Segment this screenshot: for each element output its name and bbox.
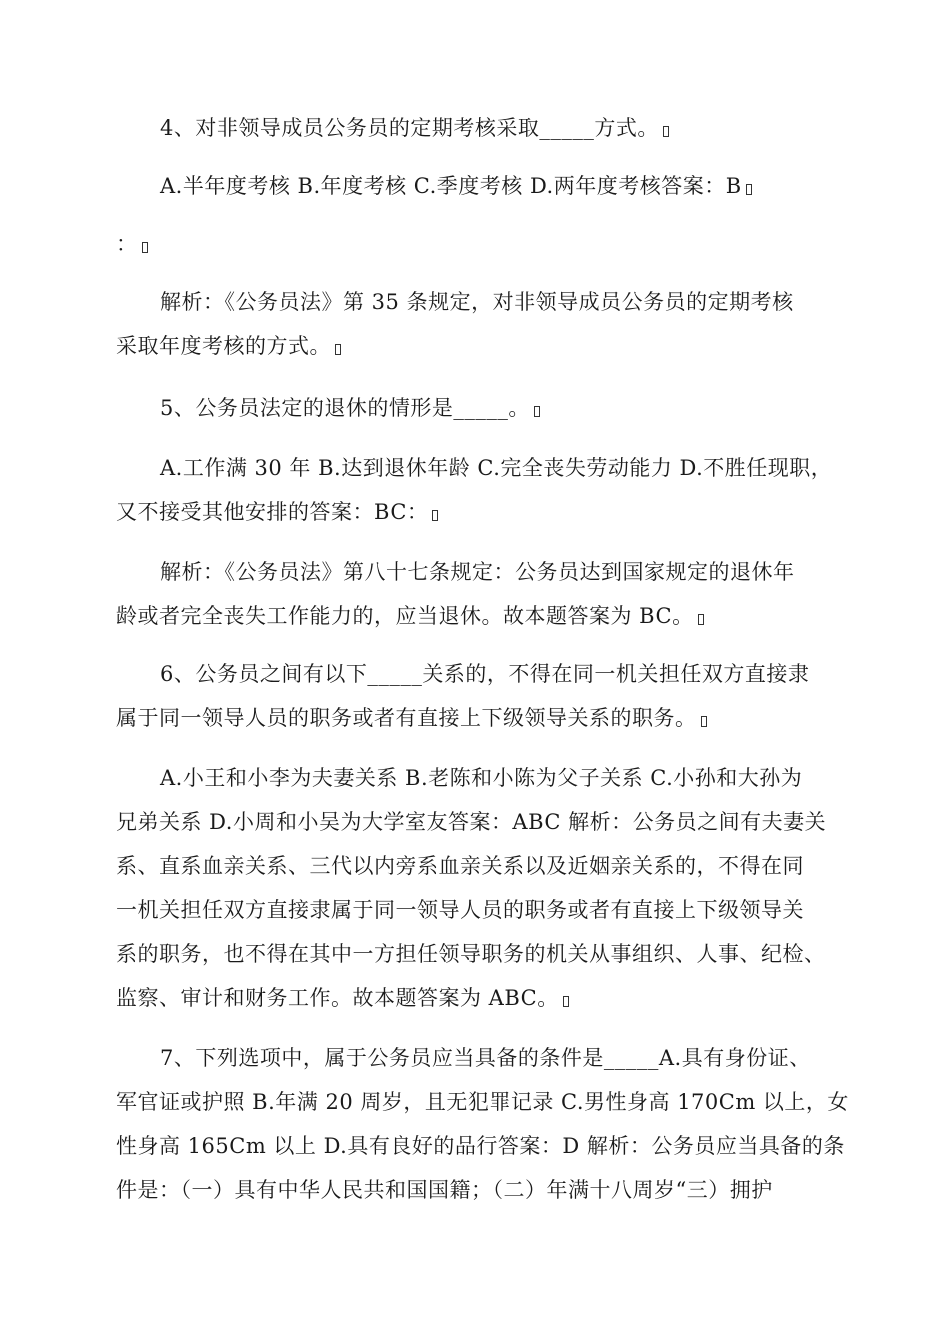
question-6-analysis-line-3: 系的职务，也不得在其中一方担任领导职务的机关从事组织、人事、纪检、 bbox=[116, 942, 826, 966]
question-7-line-2: 军官证或护照 B.年满 20 周岁，且无犯罪记录 C.男性身高 170Cm 以上，女 bbox=[116, 1090, 849, 1114]
question-5-options-line-1: A.工作满 30 年 B.达到退休年龄 C.完全丧失劳动能力 D.不胜任现职， bbox=[160, 456, 833, 480]
paragraph-mark-icon bbox=[534, 406, 540, 417]
question-6-stem-line-2: 属于同一领导人员的职务或者有直接上下级领导关系的职务。 bbox=[116, 708, 707, 729]
question-7-line-4: 件是：（一）具有中华人民共和国国籍；（二）年满十八周岁“三）拥护 bbox=[116, 1178, 773, 1202]
question-6-stem-line-1: 6、公务员之间有以下_____关系的，不得在同一机关担任双方直接隶 bbox=[160, 662, 810, 686]
question-4-analysis-line-1: 解析：《公务员法》第 35 条规定，对非领导成员公务员的定期考核 bbox=[160, 290, 794, 314]
question-6-options-line-1: A.小王和小李为夫妻关系 B.老陈和小陈为父子关系 C.小孙和大孙为 bbox=[160, 766, 803, 790]
question-6-analysis-line-2: 一机关担任双方直接隶属于同一领导人员的职务或者有直接上下级领导关 bbox=[116, 898, 804, 922]
paragraph-mark-icon bbox=[432, 510, 438, 521]
question-6-analysis-line-1: 系、直系血亲关系、三代以内旁系血亲关系以及近姻亲关系的，不得在同 bbox=[116, 854, 804, 878]
question-4-options: A.半年度考核 B.年度考核 C.季度考核 D.两年度考核答案：B bbox=[160, 176, 752, 197]
paragraph-mark-icon bbox=[142, 242, 148, 253]
paragraph-mark-icon bbox=[701, 716, 707, 727]
paragraph-mark-icon bbox=[698, 614, 704, 625]
question-6-options-line-2: 兄弟关系 D.小周和小吴为大学室友答案：ABC 解析：公务员之间有夫妻关 bbox=[116, 810, 827, 834]
question-5-analysis-line-2: 龄或者完全丧失工作能力的，应当退休。故本题答案为 BC。 bbox=[116, 606, 704, 627]
paragraph-mark-icon bbox=[563, 996, 569, 1007]
question-4-stem: 4、对非领导成员公务员的定期考核采取_____方式。 bbox=[160, 118, 669, 139]
question-7-line-3: 性身高 165Cm 以上 D.具有良好的品行答案：D 解析：公务员应当具备的条 bbox=[116, 1134, 845, 1158]
question-5-analysis-line-1: 解析：《公务员法》第八十七条规定：公务员达到国家规定的退休年 bbox=[160, 560, 795, 584]
question-4-analysis-line-2: 采取年度考核的方式。 bbox=[116, 336, 341, 357]
question-5-stem: 5、公务员法定的退休的情形是_____。 bbox=[160, 398, 540, 419]
paragraph-mark-icon bbox=[335, 344, 341, 355]
paragraph-mark-icon bbox=[663, 126, 669, 137]
question-4-colon: ： bbox=[116, 234, 148, 255]
question-6-analysis-line-4: 监察、审计和财务工作。故本题答案为 ABC。 bbox=[116, 988, 569, 1009]
question-5-options-line-2: 又不接受其他安排的答案：BC： bbox=[116, 502, 438, 523]
question-7-line-1: 7、下列选项中，属于公务员应当具备的条件是_____A.具有身份证、 bbox=[160, 1046, 811, 1070]
paragraph-mark-icon bbox=[746, 184, 752, 195]
